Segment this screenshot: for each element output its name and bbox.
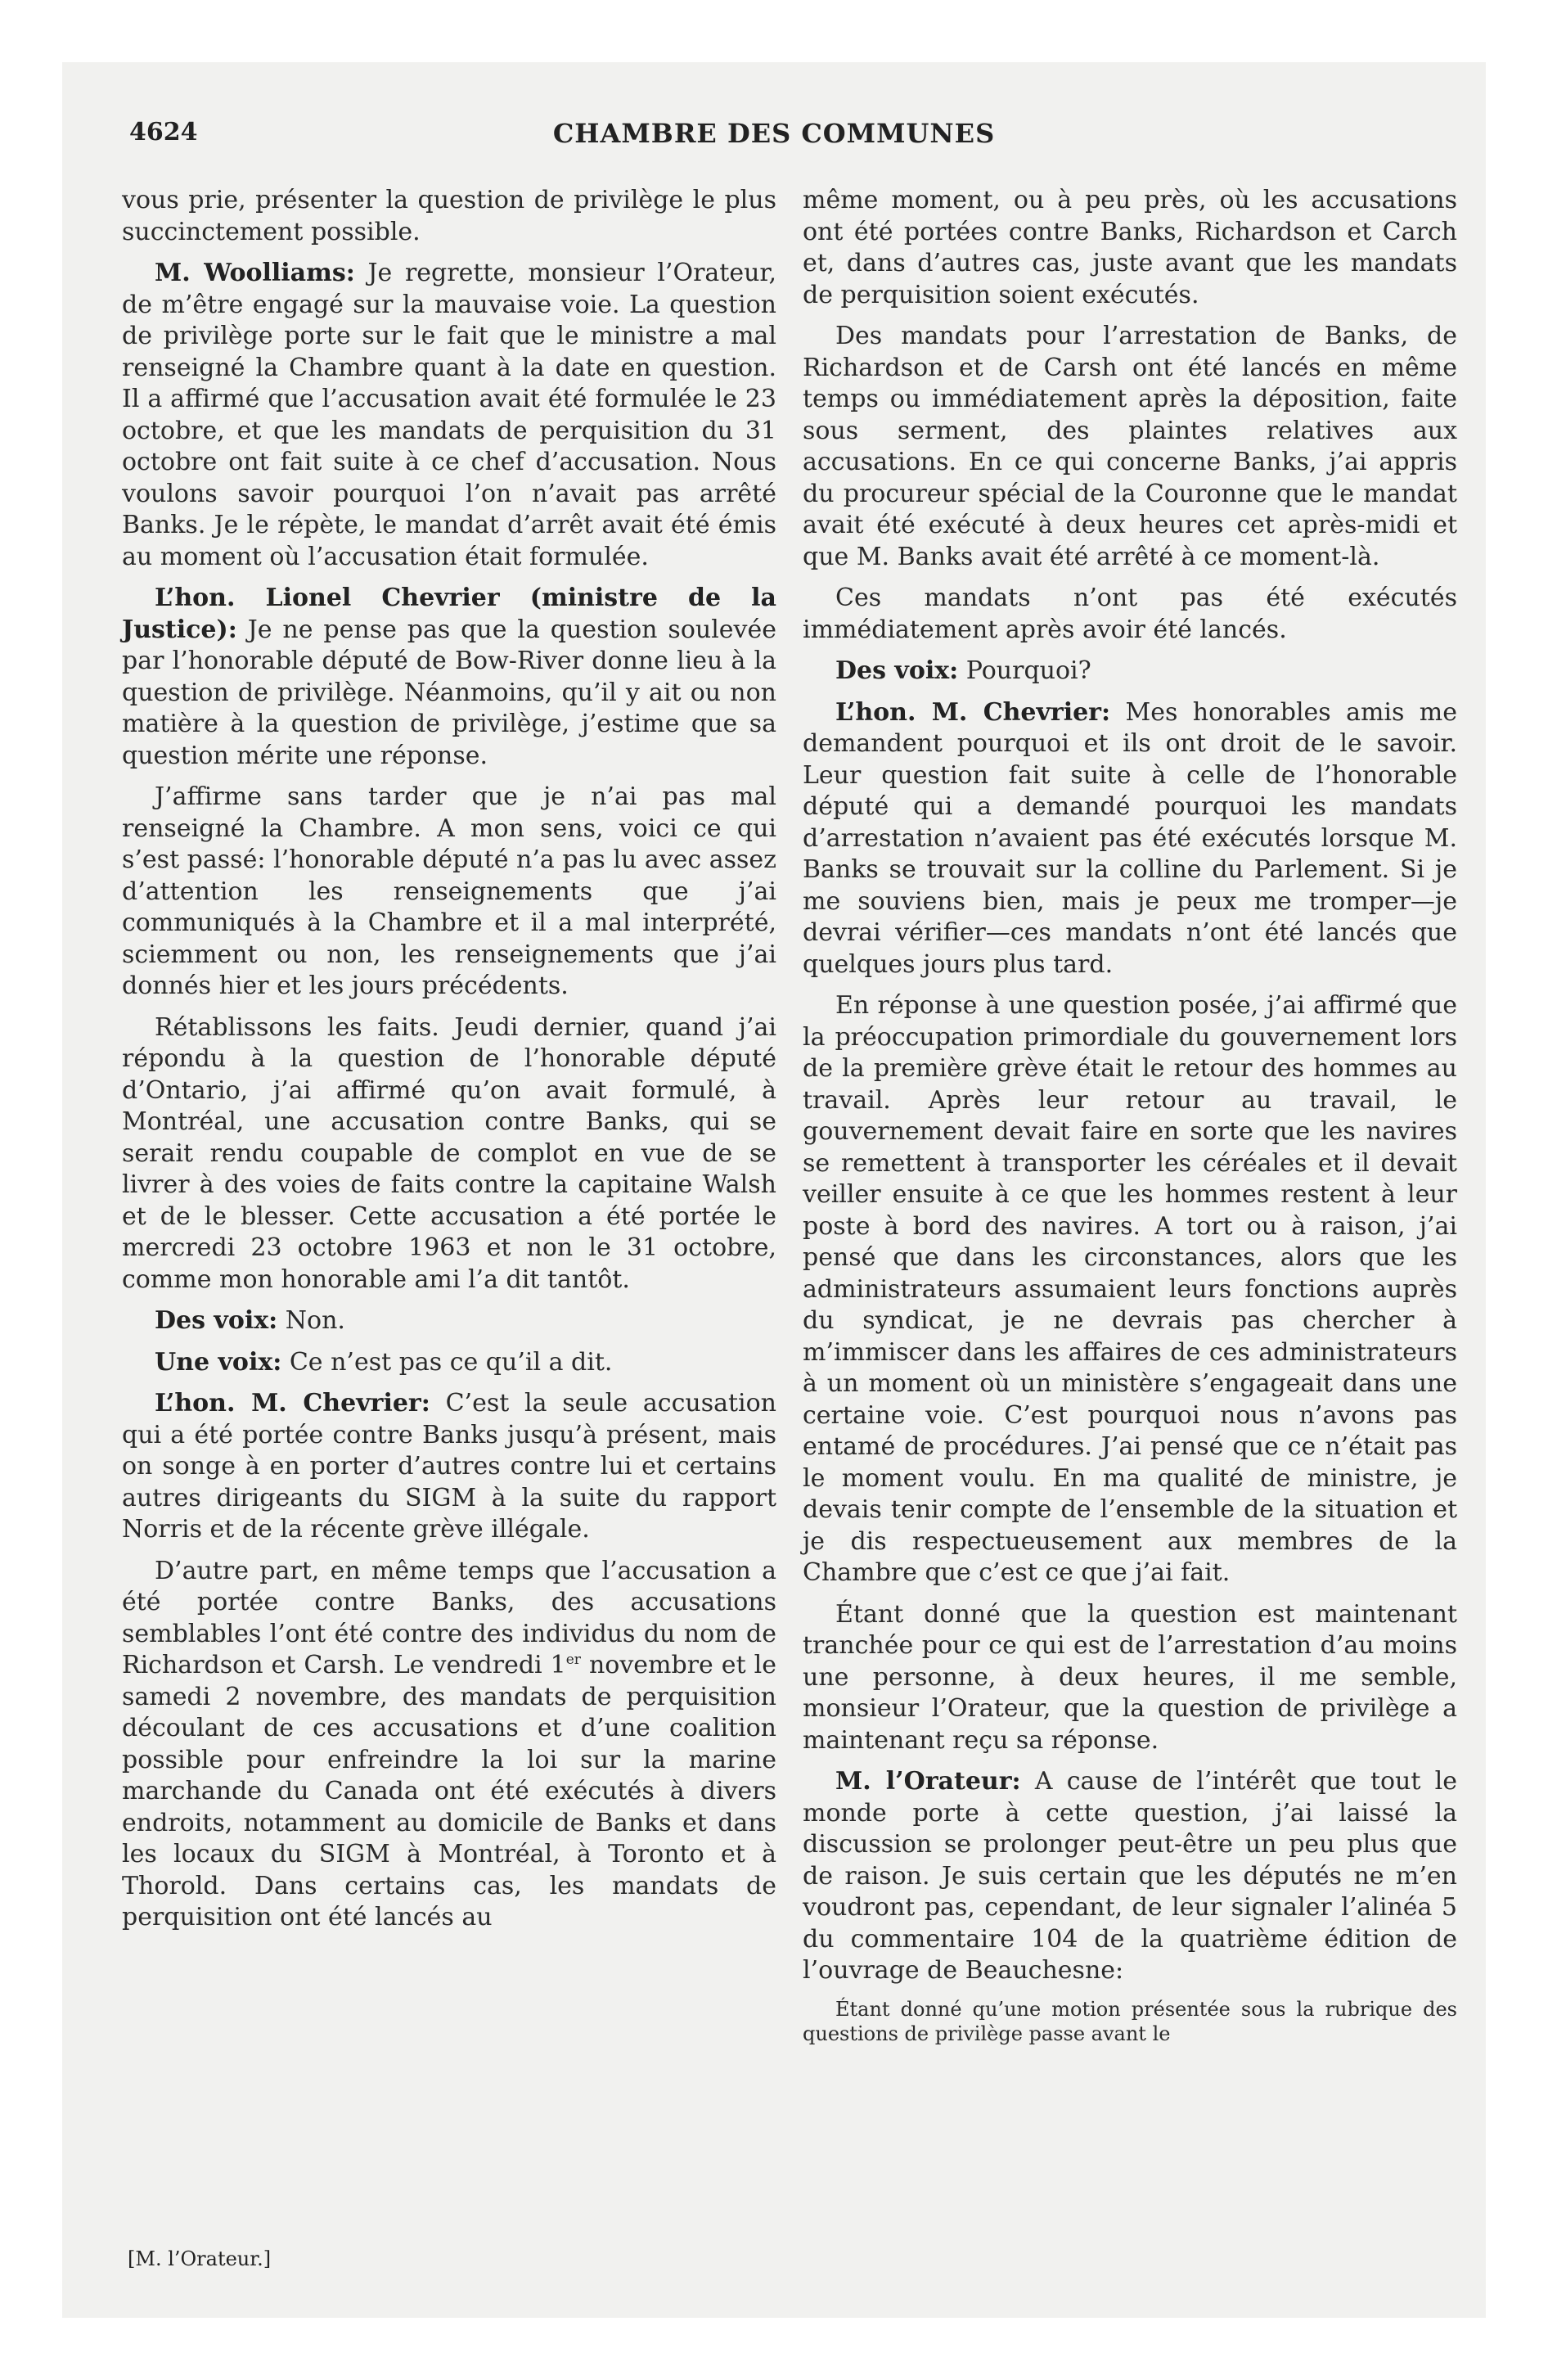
paragraph <box>803 697 1457 981</box>
speaker-name: L’hon. M. Chevrier: <box>835 697 1111 727</box>
paragraph-text: novembre et le samedi 2 novembre, des mandats de perquisition découlant de ces accusations et d’une coalition possible pour enfreindre la loi sur la marine marchande du Canada ont été exécutés à divers endroits, notamment au domicile de Banks et dans les locaux du SIGM à Montréal, à Toronto et à Thorold. Dans certains cas, les mandats de perquisition ont été lancés au <box>122 1651 776 1931</box>
paragraph <box>122 258 776 573</box>
paragraph <box>122 1305 776 1337</box>
speech-text: Je regrette, monsieur l’Orateur, de m’être engagé sur la mauvaise voie. La question de privilège porte sur le fait que le ministre a mal renseigné la Chambre quant à la date en question. Il a affirmé que l’accusation avait été formulée le 23 octobre, et que les mandats de perquisition du 31 octobre ont fait suite à ce chef d’accusation. Nous voulons savoir pourquoi l’on n’avait pas arrêté Banks. Je le répète, le mandat d’arrêt avait été émis au moment où l’accusation était formulée. <box>122 259 777 571</box>
speech-text: Je ne pense pas que la question soulevée par l’honorable député de Bow-River donne lieu à la question de privilège. Néanmoins, qu’il y ait ou non matière à la question de privilège, j’estime que sa question mérite une réponse. <box>122 615 776 770</box>
paragraph <box>122 1347 776 1379</box>
paragraph: Des mandats pour l’arrestation de Banks, de Richardson et de Carsh ont été lancés en même temps ou immédiatement après la déposition, faite sous serment, des plaintes relatives aux accusations. En ce qui concerne Banks, j’ai appris du procureur spécial de la Couronne que le mandat avait été exécuté à deux heures cet après-midi et que M. Banks avait été arrêté à ce moment-là. <box>803 322 1457 571</box>
paragraph: J’affirme sans tarder que je n’ai pas mal renseigné la Chambre. A mon sens, voici ce qui s’est passé: l’honorable député n’a pas lu avec assez d’attention les renseignements que j’ai communiqués à la Chambre et il a mal interprété, sciemment ou non, les renseignements que j’ai donnés hier et les jours précédents. <box>122 782 776 1000</box>
speaker-name: M. l’Orateur: <box>835 1767 1021 1796</box>
speech-text: Ce n’est pas ce qu’il a dit. <box>281 1347 613 1377</box>
paragraph: Rétablissons les faits. Jeudi dernier, quand j’ai répondu à la question de l’honorable député d’Ontario, j’ai affirmé qu’on avait formulé, à Montréal, une accusation contre Banks, qui se serait rendu coupable de complot en vue de se livrer à des voies de faits contre la capitaine Walsh et de le blesser. Cette accusation a été portée le mercredi 23 octobre 1963 et non le 31 octobre, comme mon honorable ami l’a dit tantôt. <box>122 1012 776 1294</box>
speech-text: Mes honorables amis me demandent pourquoi et ils ont droit de le savoir. Leur question fait suite à celle de l’honorable député qui a demandé pourquoi les mandats d’arrestation n’avaient pas été exécutés lorsque M. Banks se trouvait sur la colline du Parlement. Si je me souviens bien, mais je peux me tromper—je devrai vérifier—ces mandats n’ont été lancés que quelques jours plus tard. <box>803 697 1458 979</box>
right-column <box>803 185 1457 2056</box>
paragraph: Étant donné que la question est maintenant tranchée pour ce qui est de l’arrestation d’au moins une personne, à deux heures, il me semble, monsieur l’Orateur, que la question de privilège a maintenant reçu sa réponse. <box>803 1599 1457 1755</box>
speech-text: A cause de l’intérêt que tout le monde porte à cette question, j’ai laissé la discussion se prolonger peut-être un peu plus que de raison. Je suis certain que les députés ne m’en voudront pas, cependant, de leur signaler l’alinéa 5 du commentaire 104 de la quatrième édition de l’ouvrage de Beauchesne: <box>803 1767 1457 1985</box>
speaker-name: Des voix: <box>155 1306 278 1335</box>
paragraph: Ces mandats n’ont pas été exécutés immédiatement après avoir été lancés. <box>803 584 1457 644</box>
paragraph <box>803 656 1457 687</box>
paragraph-text: D’autre part, en même temps que l’accusation a été portée contre Banks, des accusations semblables l’ont été contre des individus du nom de Richardson et Carsh. Le vendredi 1 <box>122 1556 776 1679</box>
speech-text: Non. <box>277 1306 345 1335</box>
speaker-name: Une voix: <box>155 1347 282 1377</box>
speaker-name: Des voix: <box>835 656 959 685</box>
speaker-name: M. Woolliams: <box>155 259 355 287</box>
page-footer: [M. l’Orateur.] <box>128 2247 272 2270</box>
superscript: er <box>565 1652 581 1668</box>
paragraph <box>803 1766 1457 1987</box>
page-header <box>129 118 1419 159</box>
running-title: CHAMBRE DES COMMUNES <box>552 118 996 149</box>
speaker-name: L’hon. M. Chevrier: <box>155 1389 430 1418</box>
paragraph: vous prie, présenter la question de privilège le plus succinctement possible. <box>122 186 776 246</box>
document-page <box>62 62 1486 2318</box>
quoted-citation: Étant donné qu’une motion présentée sous la rubrique des questions de privilège passe avant le <box>803 1997 1457 2045</box>
paragraph <box>122 1556 776 1934</box>
paragraph <box>122 1388 776 1546</box>
speaker-name: L’hon. Lionel Chevrier (ministre de la Justice): <box>122 584 776 644</box>
paragraph: même moment, ou à peu près, où les accusations ont été portées contre Banks, Richardson et Carch et, dans d’autres cas, juste avant que les mandats de perquisition soient exécutés. <box>803 186 1457 309</box>
left-column <box>122 185 776 1944</box>
speech-text: C’est la seule accusation qui a été portée contre Banks jusqu’à présent, mais on songe à en porter d’autres contre lui et certains autres dirigeants du SIGM à la suite du rapport Norris et de la récente grève illégale. <box>122 1389 777 1544</box>
speech-text: Pourquoi? <box>958 656 1091 685</box>
paragraph: En réponse à une question posée, j’ai affirmé que la préoccupation primordiale du gouvernement lors de la première grève était le retour des hommes au travail. Après leur retour au travail, le gouvernement devait faire en sorte que les navires se remettent à transporter les céréales et il devait veiller ensuite à ce que les hommes restent à leur poste à bord des navires. A tort ou à raison, j’ai pensé que dans les circonstances, alors que les administrateurs assumaient leurs fonctions auprès du syndicat, je ne devrais pas chercher à m’immiscer dans les affaires de ces administrateurs à un moment où un ministère s’engageait dans une certaine voie. C’est pourquoi nous n’avons pas entamé de procédures. J’ai pensé que ce n’était pas le moment voulu. En ma qualité de ministre, je devais tenir compte de l’ensemble de la situation et je dis respectueusement aux membres de la Chambre que c’est ce que j’ai fait. <box>803 991 1457 1587</box>
page-number: 4624 <box>129 118 198 146</box>
paragraph <box>122 583 776 772</box>
